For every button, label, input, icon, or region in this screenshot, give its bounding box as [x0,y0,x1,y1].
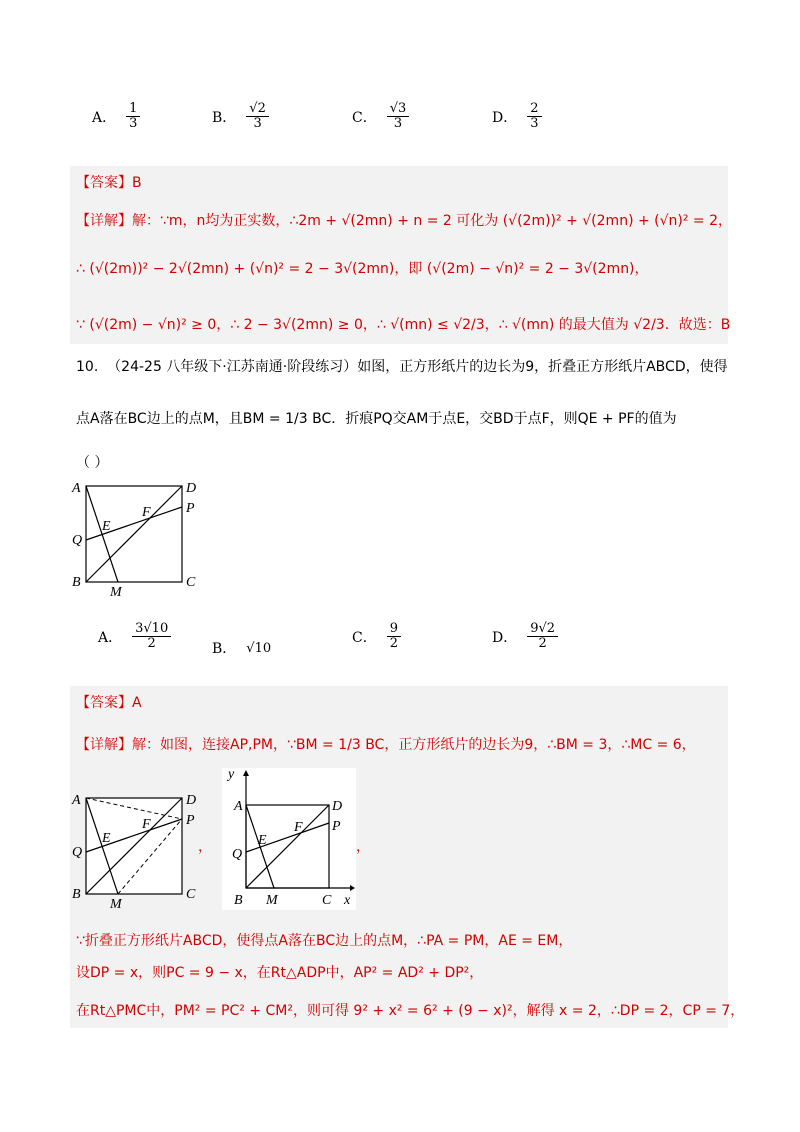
label-e: E [102,831,111,846]
option-fraction: $\frac{9}{2}$ [387,622,401,652]
q9-detail-line-1: 【详解】解：∵m，n均为正实数，∴2m + √(2mn) + n = 2 可化为 (√(2m))² + √(2mn) + (√n)² = 2， [76,213,733,229]
q9-option-c [352,102,409,132]
q10-option-a: A． $\frac{3√10}{2}$ [98,622,171,652]
option-fraction: $\frac{2}{3}$ [527,102,541,132]
label-q: Q [232,847,243,862]
label-f: F [142,505,151,520]
label-d: D [186,793,197,808]
label-p: P [332,819,341,834]
q10-blank: （ ） [76,455,109,471]
q9-answer: 【答案】B [76,175,142,191]
q10-option-b: B． √10 [212,640,272,657]
figure-separator-1: ， [198,839,212,855]
figure-background [222,768,356,910]
q9-option-a [92,102,140,132]
label-e: E [102,519,111,534]
label-a: A [72,481,81,496]
q10-detail-line-3: 设DP = x，则PC = 9 − x，在Rt△ADP中，AP² = AD² + DP²， [76,965,484,981]
crease-pq [86,507,182,540]
label-e: E [258,833,267,848]
label-d: D [186,481,197,496]
label-f: F [142,817,151,832]
label-q: Q [72,845,83,860]
option-letter: D． [492,109,518,126]
label-q: Q [72,533,83,548]
q10-detail-line-2: ∵折叠正方形纸片ABCD，使得点A落在BC边上的点M，∴PA = PM，AE = EM， [76,933,573,949]
label-b: B [72,887,81,902]
option-fraction: $\frac{√3}{3}$ [387,102,410,132]
label-a: A [234,799,243,814]
q10-answer: 【答案】A [76,695,142,711]
label-c: C [186,575,196,590]
q10-detail-line-1: 【详解】解：如图，连接AP,PM，∵BM = 1/3 BC，正方形纸片的边长为9，∴BM = 3，∴MC = 6， [76,737,696,753]
label-f: F [294,820,303,835]
q10-solution-figure-2 [222,768,356,910]
q9-detail-line-3: ∵ (√(2m) − √n)² ≥ 0，∴ 2 − 3√(2mn) ≥ 0，∴ √(mn) ≤ √2/3，∴ √(mn) 的最大值为 √2/3．故选：B [76,317,731,333]
label-y-axis: y [228,768,235,782]
option-letter: B． [212,109,237,126]
option-fraction: $\frac{1}{3}$ [126,102,140,132]
q10-option-d: D． $\frac{9√2}{2}$ [492,622,558,652]
label-p: P [186,813,195,828]
q9-option-d [492,102,542,132]
label-b: B [234,893,243,908]
q10-solution-figure-1 [68,790,198,910]
label-m: M [266,893,278,908]
label-m: M [110,585,122,598]
figure-separator-2: ， [356,839,370,855]
option-letter: C． [352,109,377,126]
q9-detail-line-2: ∴ (√(2m))² − 2√(2mn) + (√n)² = 2 − 3√(2mn)，即 (√(2m) − √n)² = 2 − 3√(2mn)， [76,261,649,277]
label-c: C [322,893,332,908]
label-a: A [72,793,81,808]
label-x-axis: x [344,893,351,908]
label-c: C [186,887,196,902]
option-fraction: $\frac{3√10}{2}$ [132,622,171,652]
label-p: P [186,501,195,516]
diagonal-bd [86,486,182,582]
option-fraction: $\frac{9√2}{2}$ [527,622,558,652]
label-b: B [72,575,81,590]
label-d: D [332,799,343,814]
q10-detail-line-4: 在Rt△PMC中，PM² = PC² + CM²，则可得 9² + x² = 6² + (9 − x)²，解得 x = 2，∴DP = 2，CP = 7， [76,1003,745,1019]
q10-figure [68,478,208,598]
q10-stem-line-1: 10. （24-25 八年级下·江苏南通·阶段练习）如图，正方形纸片的边长为9，折叠正方形纸片ABCD，使得 [76,359,728,375]
label-m: M [110,897,122,910]
option-fraction: $\frac{√2}{3}$ [246,102,269,132]
q9-option-b [212,102,269,132]
q10-stem-line-2: 点A落在BC边上的点M，且BM = 1/3 BC．折痕PQ交AM于点E，交BD于点F，则QE + PF的值为 [76,411,677,427]
q10-option-c: C． $\frac{9}{2}$ [352,622,401,652]
option-letter: A． [92,109,117,126]
